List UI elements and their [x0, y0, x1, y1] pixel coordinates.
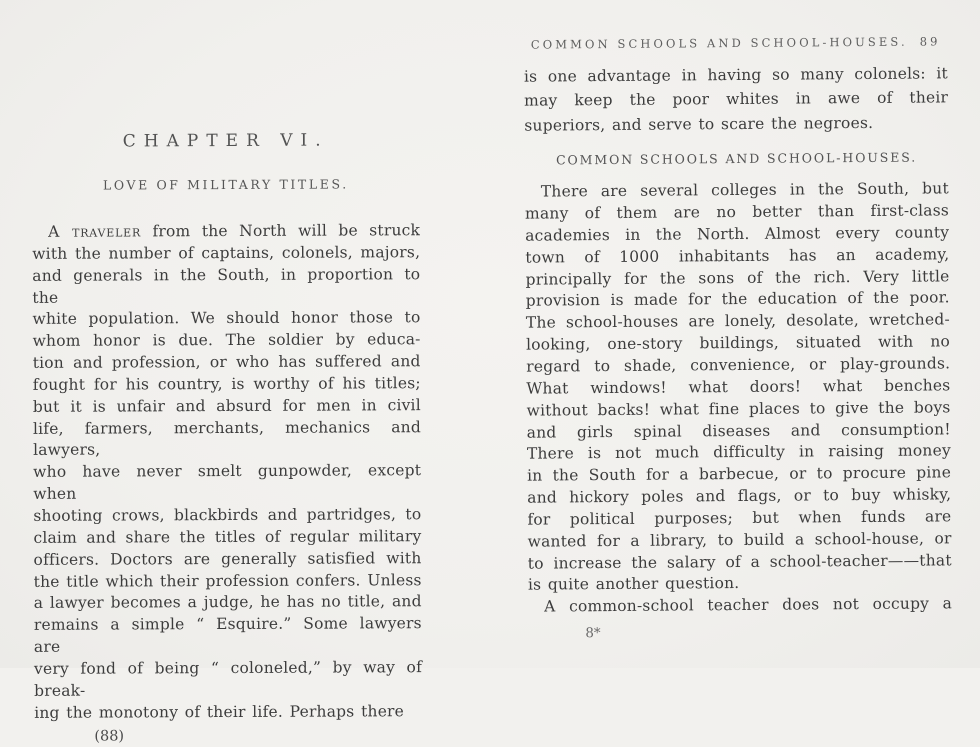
text-line: with the number of captains, colonels, majors,	[32, 242, 421, 263]
text-line: without backs! what fine places to give the boys	[526, 397, 951, 420]
text-line: claim and share the titles of regular military	[33, 526, 422, 547]
small-caps-lead: A traveler	[48, 222, 142, 241]
left-page-body	[32, 220, 422, 724]
left-page-number: (88)	[94, 728, 125, 745]
left-page	[32, 130, 423, 747]
right-section-heading: COMMON SCHOOLS AND SCHOOL-HOUSES.	[555, 149, 918, 168]
text-line: the title which their profession confers. Unless	[33, 570, 422, 591]
running-head	[524, 34, 948, 51]
text-line: a lawyer becomes a judge, he has no title, and	[33, 592, 422, 613]
text-line: There are several colleges in the South, but	[540, 179, 949, 201]
text-line: in the South for a barbecue, or to procure pine	[527, 463, 952, 485]
left-section-heading: LOVE OF MILITARY TITLES.	[102, 176, 349, 193]
right-page-number: 89	[919, 34, 941, 49]
right-page	[524, 34, 953, 641]
text-line: academies in the North. Almost every county	[525, 223, 950, 245]
text-line: principally for the sons of the rich. Very little	[525, 266, 950, 289]
text-line: wanted for a library, to build a school-house, or	[527, 529, 952, 551]
text-line: very fond of being “ coloneled,” by way of break-	[33, 658, 423, 700]
text-line: life, farmers, merchants, mechanics and lawyers,	[32, 417, 421, 460]
text-line: provision is made for the education of the poor.	[525, 288, 950, 311]
continuation-paragraph	[524, 61, 949, 138]
text-line: who have never smelt gunpowder, except when	[33, 461, 422, 503]
text-line: A common-school teacher does not occupy a	[544, 594, 953, 616]
text-line: many of them are no better than first-class	[524, 201, 950, 223]
text-line: A traveler from the North will be struck	[48, 221, 421, 241]
text-line: looking, one-story buildings, situated with no	[525, 332, 951, 354]
text-line: town of 1000 inhabitants has an academy,	[525, 245, 950, 267]
text-line: and girls spinal diseases and consumption!	[526, 419, 951, 442]
text-line: The school-houses are lonely, desolate, wretched-	[525, 310, 950, 332]
text-line: is quite another question.	[527, 574, 740, 595]
text-line: is one advantage in having so many colonels: it	[523, 64, 948, 86]
text-line: may keep the poor whites in awe of their	[524, 88, 949, 111]
text-line: and generals in the South, in proportion to the	[32, 264, 421, 307]
text-line: regard to shade, convenience, or play-grounds.	[526, 354, 951, 376]
text-line: whom honor is due. The soldier by educa-	[32, 330, 421, 351]
text-line: but it is unfair and absurd for men in civil	[32, 395, 421, 416]
text-line: officers. Doctors are generally satisfied with	[33, 548, 422, 569]
text-line: to increase the salary of a school-teacher——that	[527, 550, 952, 573]
running-head-title: COMMON SCHOOLS AND SCHOOL-HOUSES.	[530, 34, 908, 52]
text-line: white population. We should honor those to	[32, 308, 421, 329]
text-line: fought for his country, is worthy of his titles;	[32, 374, 421, 394]
signature-mark: 8*	[585, 625, 601, 642]
text-line: for political purposes; but when funds are	[527, 507, 952, 529]
text-line: There is not much difficulty in raising money	[526, 441, 951, 464]
text-line: and hickory poles and flags, or to buy whisky,	[527, 485, 952, 507]
chapter-heading: CHAPTER VI.	[122, 130, 329, 152]
text-line: What windows! what doors! what benches	[526, 376, 951, 398]
text-line: remains a simple “ Esquire.” Some lawyers are	[33, 614, 422, 656]
right-page-body	[525, 179, 952, 619]
text-line: shooting crows, blackbirds and partridges, to	[33, 505, 422, 525]
text-line: ing the monotony of their life. Perhaps there	[34, 701, 405, 722]
text-line: tion and profession, or who has suffered and	[32, 352, 421, 372]
text-line: superiors, and serve to scare the negroes.	[524, 113, 874, 135]
